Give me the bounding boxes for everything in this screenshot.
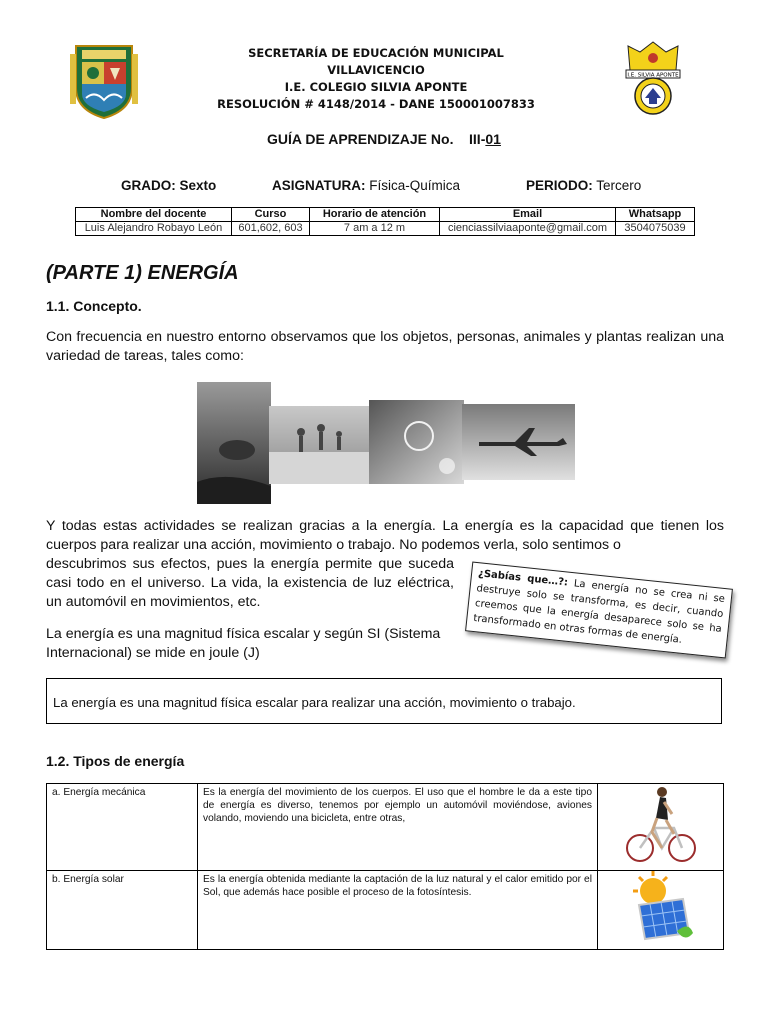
grado-label: GRADO:	[121, 178, 176, 193]
concept-heading: 1.1. Concepto.	[46, 298, 142, 314]
col-header-horario: Horario de atención	[310, 208, 440, 222]
did-you-know-text: La energía no se crea ni se destruye solo se transforma, es decir, cuando creemos que la energía desaparece solo se ha transformado en otras formas de energía.	[472, 577, 726, 646]
header-line-school: I.E. COLEGIO SILVIA APONTE	[284, 80, 468, 94]
col-header-whatsapp: Whatsapp	[616, 208, 695, 222]
periodo-value: Tercero	[596, 178, 642, 193]
guide-number-suffix: 01	[485, 131, 501, 147]
cyclist-icon	[624, 784, 698, 866]
definition-box: La energía es una magnitud física escalar para realizar una acción, movimiento o trabajo.	[46, 678, 722, 724]
sea-turtle-photo	[197, 382, 271, 504]
institution-header	[200, 45, 552, 113]
energy-definition-paragraph: Y todas estas actividades se realizan gracias a la energía. La energía es la capacidad que tienen los cuerpos para realizar una acción, movimiento o trabajo. No podemos verla, solo sentimos o	[46, 518, 724, 553]
energy-type-description: Es la energía obtenida mediante la captación de la luz natural y el calor emitido por el Sol, que además hace posible el proceso de la fotosíntesis.	[198, 871, 598, 950]
asignatura-label: ASIGNATURA:	[272, 178, 366, 193]
whatsapp-cell: 3504075039	[616, 222, 695, 236]
table-row	[47, 871, 724, 950]
municipal-shield-icon	[70, 38, 138, 120]
periodo-label: PERIODO:	[526, 178, 593, 193]
table-row	[76, 222, 695, 236]
grado-field	[121, 178, 216, 193]
energy-types-heading: 1.2. Tipos de energía	[46, 753, 185, 769]
curso-cell: 601,602, 603	[232, 222, 310, 236]
header-line-secretaria: SECRETARÍA DE EDUCACIÓN MUNICIPAL	[248, 46, 504, 60]
guide-number-prefix: III-	[469, 131, 486, 147]
header-line-resolution: RESOLUCIÓN # 4148/2014 - DANE 150001007833	[217, 97, 535, 111]
crest-text: I.E. SILVIA APONTE	[627, 72, 679, 79]
teacher-table-header	[76, 208, 695, 222]
email-cell[interactable]: cienciassilviaaponte@gmail.com	[440, 222, 616, 236]
energy-type-image-cell	[598, 784, 724, 871]
family-beach-photo	[269, 406, 371, 484]
airplane-photo	[462, 404, 575, 480]
guide-title	[0, 131, 768, 147]
energy-type-image-cell	[598, 871, 724, 950]
section-title: (PARTE 1) ENERGÍA	[46, 262, 239, 284]
periodo-field	[526, 178, 641, 193]
asignatura-field	[272, 178, 460, 193]
docente-cell: Luis Alejandro Robayo León	[76, 222, 232, 236]
teacher-table	[75, 207, 695, 236]
dandelion-photo	[369, 400, 464, 484]
table-row	[47, 784, 724, 871]
intro-paragraph: Con frecuencia en nuestro entorno observamos que los objetos, personas, animales y plantas realizan una variedad de tareas, tales como:	[46, 329, 724, 364]
energy-type-name: b. Energía solar	[47, 871, 198, 950]
school-crest-icon	[618, 40, 688, 118]
energy-effects-paragraph: descubrimos sus efectos, pues la energía permite que suceda casi todo en el universo. La vida, la existencia de luz eléctrica, un automóvil en movimientos, etc.	[46, 556, 454, 610]
grado-value: Sexto	[179, 178, 217, 193]
did-you-know-label: ¿Sabías que…?:	[477, 568, 569, 589]
header-line-city: VILLAVICENCIO	[327, 63, 425, 77]
solar-panel-icon	[627, 871, 695, 945]
energy-types-table	[46, 783, 724, 950]
col-header-docente: Nombre del docente	[76, 208, 232, 222]
activities-photo-collage	[197, 382, 575, 504]
energy-units-paragraph: La energía es una magnitud física escalar y según SI (Sistema Internacional) se mide en joule (J)	[46, 626, 441, 661]
col-header-email: Email	[440, 208, 616, 222]
col-header-curso: Curso	[232, 208, 310, 222]
energy-type-name: a. Energía mecánica	[47, 784, 198, 871]
guide-title-label: GUÍA DE APRENDIZAJE No.	[267, 131, 454, 147]
energy-type-description: Es la energía del movimiento de los cuerpos. El uso que el hombre le da a este tipo de energía es diverso, tenemos por ejemplo un automóvil moviéndose, aviones volando, moviendo una bicicleta, entre otras,	[198, 784, 598, 871]
asignatura-value: Física-Química	[369, 178, 461, 193]
did-you-know-note	[465, 561, 733, 658]
horario-cell: 7 am a 12 m	[310, 222, 440, 236]
